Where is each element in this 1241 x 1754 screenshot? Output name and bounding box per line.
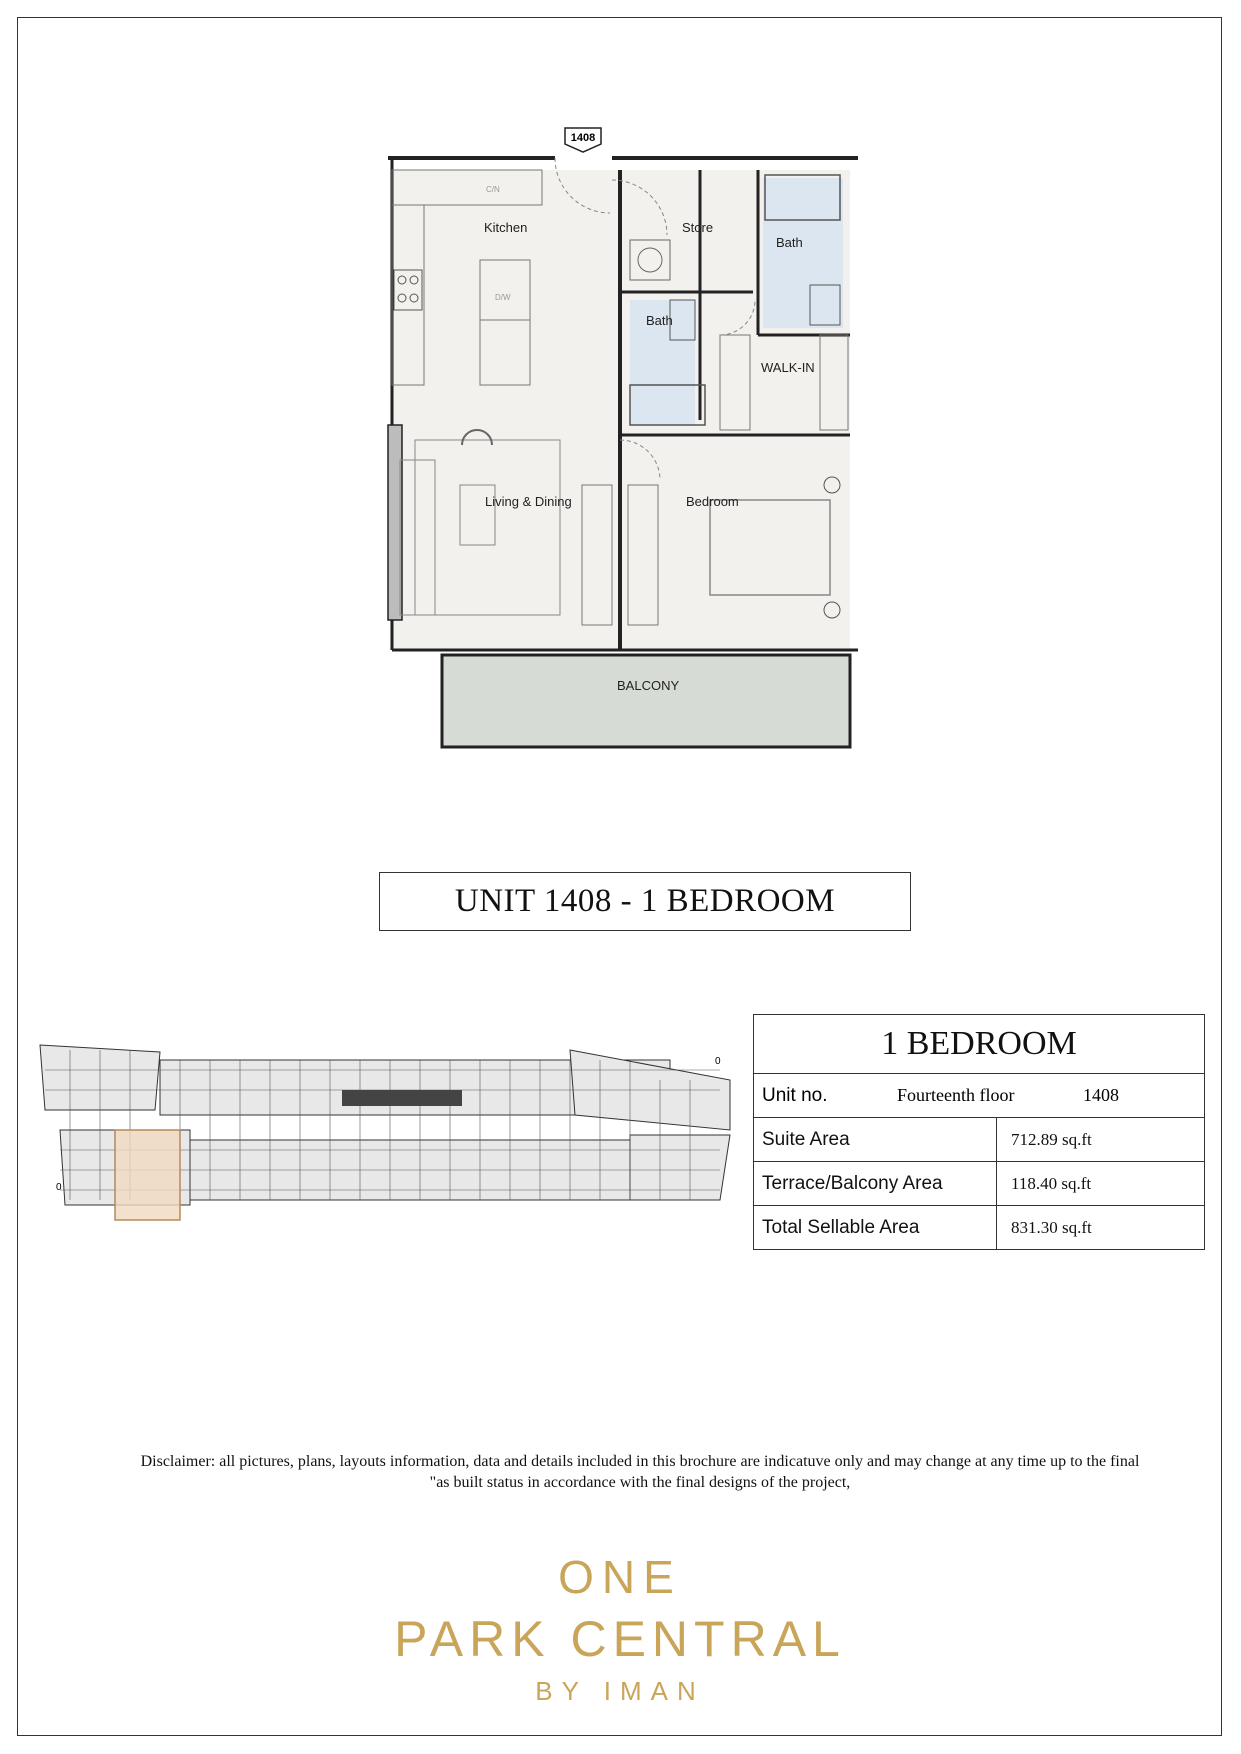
balcony-area-value: 118.40 sq.ft	[997, 1162, 1205, 1206]
unit-info-table	[753, 1014, 1205, 1250]
suite-area-label: Suite Area	[754, 1118, 997, 1162]
room-label-bedroom: Bedroom	[686, 494, 739, 509]
cooker-note: C/N	[486, 185, 500, 194]
disclaimer-line-2: "as built status in accordance with the final designs of the project,	[429, 1474, 851, 1491]
unit-no-label: Unit no.	[762, 1084, 828, 1106]
room-label-kitchen: Kitchen	[484, 220, 528, 235]
unit-highlight	[115, 1130, 180, 1220]
keyplan-marker-left: 0	[56, 1182, 62, 1193]
total-area-value: 831.30 sq.ft	[997, 1206, 1205, 1250]
keyplan-marker-right: 0	[715, 1056, 721, 1067]
room-label-living: Living & Dining	[485, 494, 572, 509]
table-row	[754, 1206, 1205, 1250]
room-label-balcony: BALCONY	[617, 678, 680, 693]
unit-number-value: 1408	[1083, 1085, 1119, 1105]
brand-logo	[340, 1530, 900, 1710]
suite-area-value: 712.89 sq.ft	[997, 1118, 1205, 1162]
disclaimer-line-1: Disclaimer: all pictures, plans, layouts information, data and details included in this brochure are indicatuve only and may change at any time up to the final	[140, 1453, 1140, 1470]
room-label-walkin: WALK-IN	[761, 360, 815, 375]
logo-line-park-central: PARK CENTRAL	[394, 1611, 846, 1667]
unit-number-row	[754, 1074, 1205, 1118]
table-row	[754, 1162, 1205, 1206]
logo-line-one: ONE	[558, 1551, 682, 1603]
dishwasher-note: D/W	[495, 293, 511, 302]
total-area-label: Total Sellable Area	[754, 1206, 997, 1250]
unit-tag-label: 1408	[570, 132, 596, 144]
table-heading: 1 BEDROOM	[754, 1015, 1205, 1074]
disclaimer	[60, 1451, 1220, 1493]
room-label-bath-2: Bath	[776, 235, 803, 250]
unit-title-box	[379, 872, 911, 931]
floor-value: Fourteenth floor	[897, 1085, 1015, 1105]
table-row	[754, 1118, 1205, 1162]
room-label-store: Store	[682, 220, 714, 235]
balcony-area-label: Terrace/Balcony Area	[754, 1162, 997, 1206]
room-label-bath-1: Bath	[646, 313, 673, 328]
unit-floor-plan	[380, 120, 860, 760]
balcony-area	[442, 655, 850, 747]
unit-title: UNIT 1408 - 1 BEDROOM	[454, 883, 836, 919]
floor-key-plan	[30, 1040, 735, 1230]
logo-line-by-iman: BY IMAN	[535, 1676, 705, 1706]
